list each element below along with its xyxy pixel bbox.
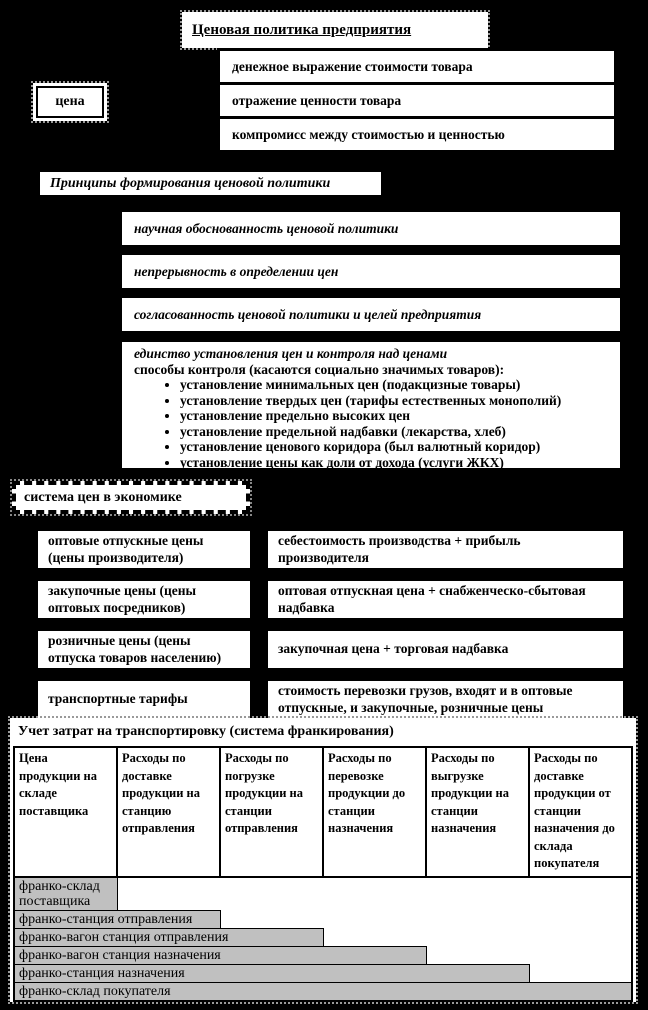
price-definition-box: компромисс между стоимостью и ценностью xyxy=(217,116,617,153)
franking-table-container xyxy=(10,718,636,1002)
franking-empty-cell xyxy=(117,877,632,911)
price-formula-cell: закупочная цена + торговая надбавка xyxy=(265,628,626,671)
unity-control-box xyxy=(120,340,622,470)
franking-column-header: Расходы по доставке продукции на станцию отправления xyxy=(117,747,220,877)
franking-term-cell: франко-станция назначения xyxy=(14,965,529,983)
franking-term-cell: франко-вагон станция отправления xyxy=(14,929,323,947)
control-method-item: • установление предельно высоких цен xyxy=(180,408,608,424)
main-title-box xyxy=(182,12,488,48)
control-method-item: • установление твердых цен (тарифы естественных монополий) xyxy=(180,393,608,409)
franking-empty-cell xyxy=(323,929,632,947)
price-system-row xyxy=(35,628,626,671)
price-definition-box: денежное выражение стоимости товара xyxy=(217,48,617,85)
price-system-rows xyxy=(35,528,626,728)
price-system-row xyxy=(35,578,626,621)
control-method-item: • установление предельной надбавки (лекарства, хлеб) xyxy=(180,424,608,440)
price-system-heading: система цен в экономике xyxy=(12,481,250,514)
franking-table-body xyxy=(14,877,632,1001)
franking-table xyxy=(13,746,633,1002)
franking-column-header: Цена продукции на складе поставщика xyxy=(14,747,117,877)
price-formula-cell: стоимость перевозки грузов, входят и в оптовые отпускные, и закупочные, розничные цены xyxy=(265,678,626,721)
price-term-box xyxy=(33,83,107,121)
franking-empty-cell xyxy=(220,911,632,929)
control-methods-list xyxy=(134,377,608,470)
principle-box: научная обоснованность ценовой политики xyxy=(120,210,622,247)
franking-header-row xyxy=(14,747,632,877)
franking-column-header: Расходы по доставке продукции от станции назначения до склада покупателя xyxy=(529,747,632,877)
page-title: Ценовая политика предприятия xyxy=(192,21,412,38)
franking-column-header: Расходы по перевозке продукции до станции назначения xyxy=(323,747,426,877)
control-method-item: • установление минимальных цен (подакцизные товары) xyxy=(180,377,608,393)
price-term-label: цена xyxy=(36,86,104,118)
price-type-cell: закупочные цены (цены оптовых посредников) xyxy=(35,578,253,621)
price-type-cell: оптовые отпускные цены (цены производителя) xyxy=(35,528,253,571)
price-system-row xyxy=(35,678,626,721)
price-formula-cell: оптовая отпускная цена + снабженческо-сбытовая надбавка xyxy=(265,578,626,621)
principle-box: согласованность ценовой политики и целей предприятия xyxy=(120,296,622,333)
franking-row xyxy=(14,947,632,965)
price-definition-box: отражение ценности товара xyxy=(217,82,617,119)
franking-table-title: Учет затрат на транспортировку (система франкирования) xyxy=(18,724,394,739)
franking-row xyxy=(14,929,632,947)
control-method-item: • установление ценового коридора (был валютный коридор) xyxy=(180,439,608,455)
price-type-cell: розничные цены (цены отпуска товаров населению) xyxy=(35,628,253,671)
control-method-item: • установление цены как доли от дохода (услуги ЖКХ) xyxy=(180,455,608,471)
franking-column-header: Расходы по выгрузке продукции на станции назначения xyxy=(426,747,529,877)
franking-term-cell: франко-станция отправления xyxy=(14,911,220,929)
franking-term-cell: франко-склад покупателя xyxy=(14,983,632,1002)
franking-empty-cell xyxy=(426,947,632,965)
price-type-cell: транспортные тарифы xyxy=(35,678,253,721)
principles-heading: Принципы формирования ценовой политики xyxy=(38,170,383,197)
principles-stack xyxy=(120,210,622,339)
price-formula-cell: себестоимость производства + прибыль производителя xyxy=(265,528,626,571)
price-system-row xyxy=(35,528,626,571)
unity-principle-text: единство установления цен и контроля над ценами xyxy=(134,346,448,361)
franking-row xyxy=(14,877,632,911)
price-definitions-stack xyxy=(217,48,617,153)
franking-term-cell: франко-склад поставщика xyxy=(14,877,117,911)
franking-column-header: Расходы по погрузке продукции на станции отправления xyxy=(220,747,323,877)
franking-term-cell: франко-вагон станция назначения xyxy=(14,947,426,965)
franking-row xyxy=(14,911,632,929)
franking-empty-cell xyxy=(529,965,632,983)
control-methods-intro: способы контроля (касаются социально значимых товаров): xyxy=(134,361,505,377)
franking-row xyxy=(14,983,632,1002)
principle-box: непрерывность в определении цен xyxy=(120,253,622,290)
franking-row xyxy=(14,965,632,983)
